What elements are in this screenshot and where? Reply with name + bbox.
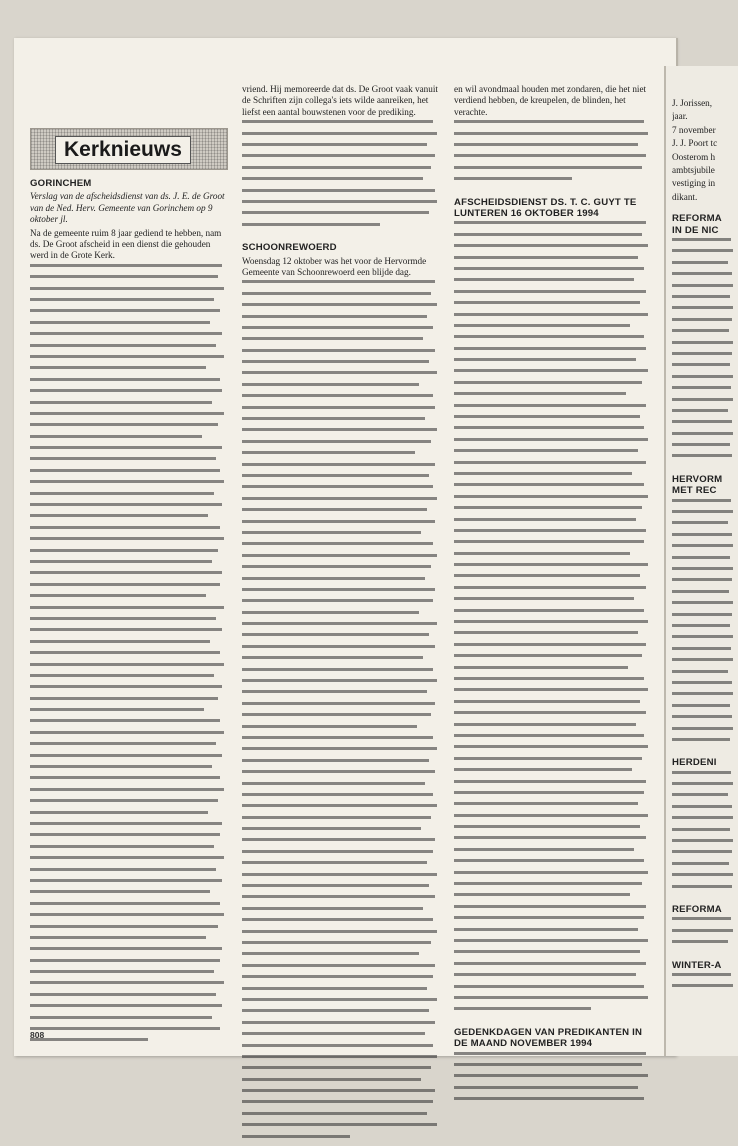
c4-line-2: jaar. [672,111,688,122]
section-title: Kerknieuws [55,136,191,164]
column-1 [30,178,226,1050]
intro-text: Verslag van de afscheidsdienst van ds. J. E. de Groot van de Ned. Herv. Gemeente van Gorinchem op 9 oktober jl. [30,191,225,225]
body-text-block [454,1052,650,1101]
body-text-block [30,264,226,1042]
body-text-block [242,280,439,1137]
page-number: 808 [30,1030,45,1040]
body-text-block [672,238,734,457]
heading-afscheidsdienst-guyt: AFSCHEIDSDIENST DS. T. C. GUYT TE LUNTEREN 16 OKTOBER 1994 [454,196,637,219]
column2-opening: vriend. Hij memoreerde dat ds. De Groot vaak vanuit de Schriften zijn collega's iets wilde aanreiken, het liefst een aantal bouwstenen voor de prediking. [242,84,438,117]
body-text-block [454,221,650,1010]
body-text-block [672,771,734,888]
body-text-block [672,973,734,987]
c4-line-4: J. J. Poort tc [672,138,718,149]
c4-line-1: J. Jorissen, [672,98,713,108]
c4-heading-5: WINTER-A [672,959,722,971]
column-4-cropped [672,98,734,996]
section-banner [30,128,228,170]
heading-gorinchem: GORINCHEM [30,178,92,189]
column3-opening: en wil avondmaal houden met zondaren, die het niet verdiend hebben, de kreupelen, de blinden, het verachte. [454,84,647,117]
c4-line-5: Oosterom h [672,151,716,162]
body-text-block [242,120,439,226]
c4-line-6: ambtsjubile [672,165,715,176]
c4-heading-2: HERVORM MET REC [672,473,723,497]
c4-heading-3: HERDENI [672,757,717,769]
column-2 [242,84,439,1146]
column-3 [454,84,650,1108]
c4-heading-1: REFORMA IN DE NIC [672,213,722,236]
c4-heading-4: REFORMA [672,903,722,915]
heading-schoonrewoerd: SCHOONREWOERD [242,242,337,254]
c4-line-7: vestiging in [672,178,716,189]
body-text-block [672,917,734,943]
body-text-block [454,120,650,180]
c4-line-3: 7 november [672,124,716,135]
c4-line-8: dikant. [672,191,698,202]
schoonrewoerd-opening: Woensdag 12 oktober was het voor de Hervormde Gemeente van Schoonrewoerd een blijde dag. [242,255,427,277]
body-text-block [672,499,734,741]
opening-paragraph: Na de gemeente ruim 8 jaar gediend te hebben, nam ds. De Groot afscheid in een dienst die gehouden werd in de Grote Kerk. [30,227,222,261]
heading-gedenkdagen: GEDENKDAGEN VAN PREDIKANTEN IN DE MAAND NOVEMBER 1994 [454,1026,643,1050]
